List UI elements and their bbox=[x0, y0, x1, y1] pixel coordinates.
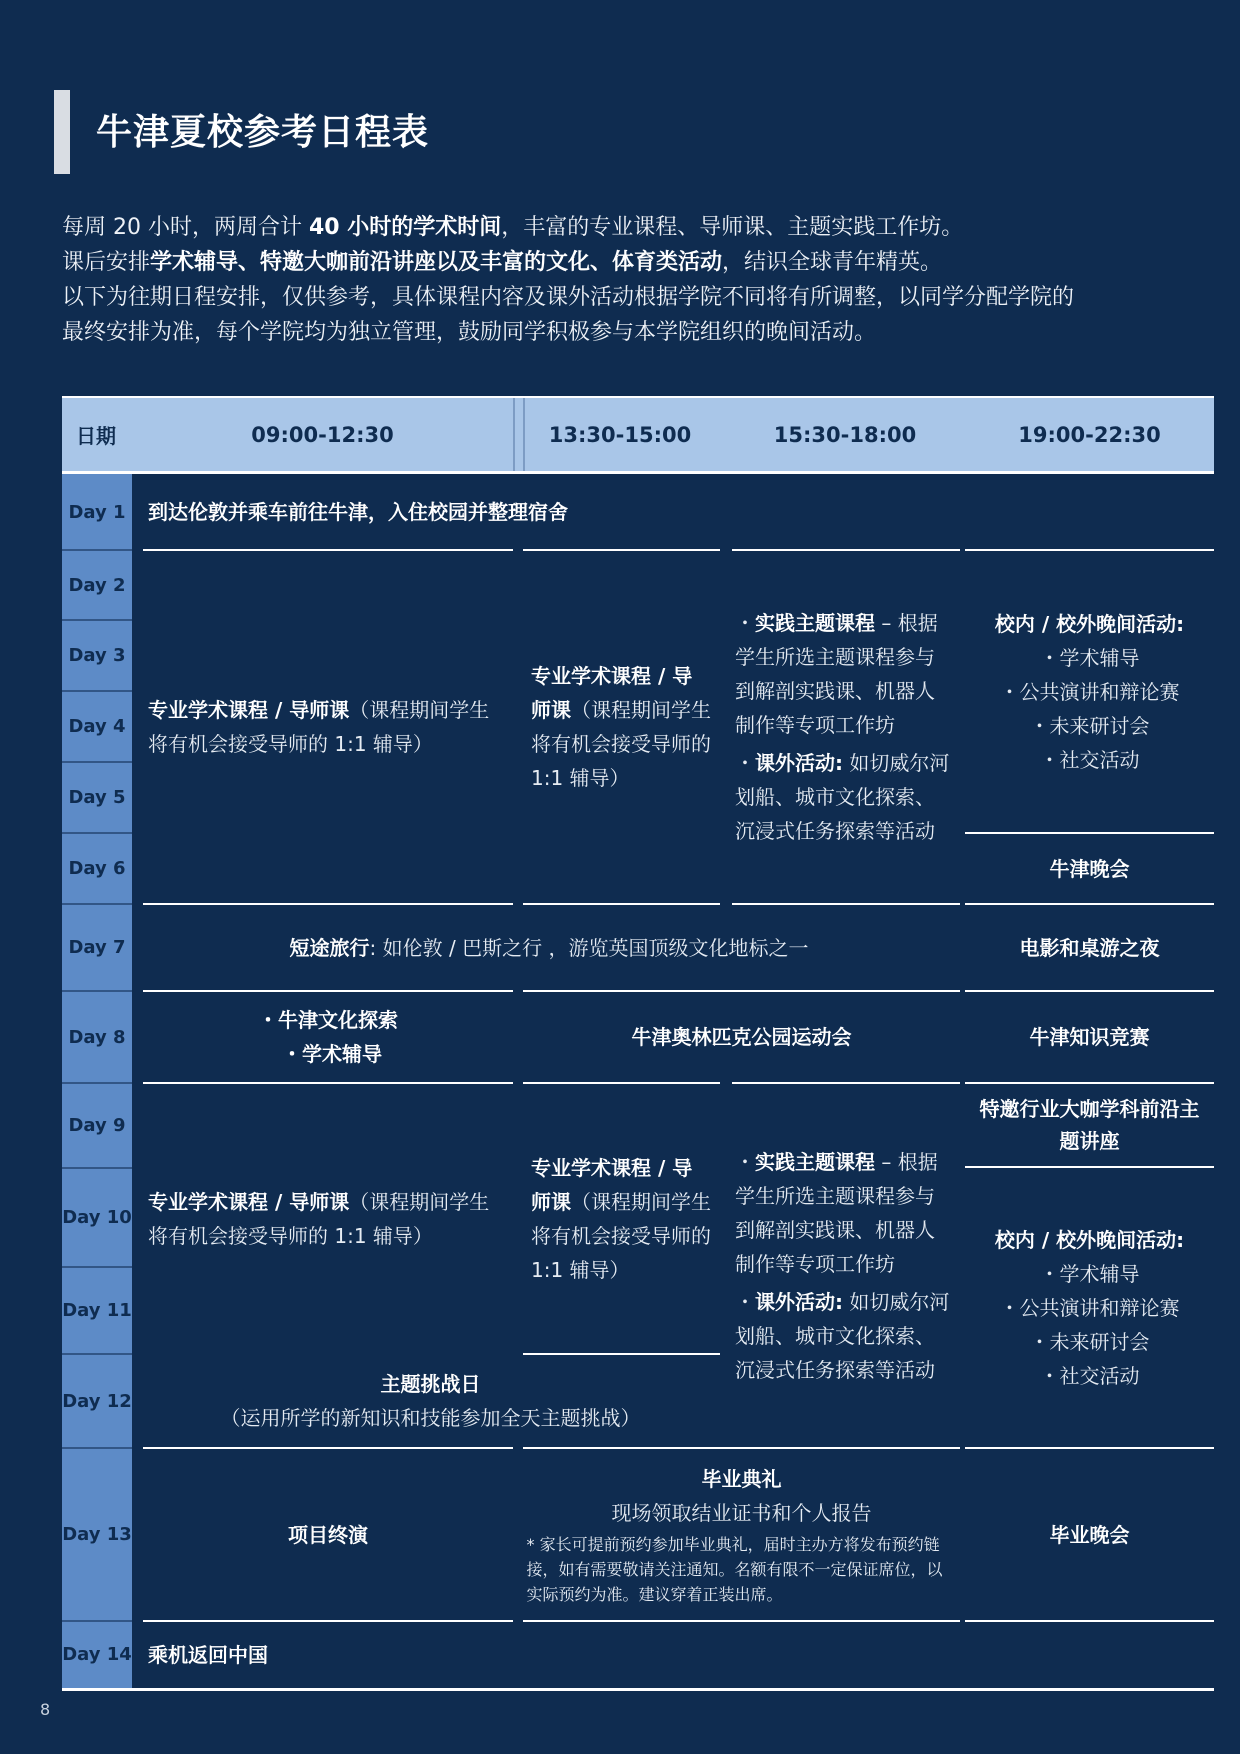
title-accent-bar bbox=[54, 90, 70, 174]
day-label: Day 3 bbox=[68, 645, 126, 666]
day8-afternoon: 牛津奥林匹克公园运动会 bbox=[631, 1025, 852, 1049]
challenge-day: 主题挑战日 （运用所学的新知识和技能参加全天主题挑战） bbox=[220, 1372, 641, 1430]
day-label: Day 13 bbox=[62, 1524, 132, 1545]
header-divider bbox=[523, 396, 525, 473]
final-performance: 项目终演 bbox=[288, 1522, 368, 1547]
day7-trip: 短途旅行: 如伦敦 / 巴斯之行 ，游览英国顶级文化地标之一 bbox=[289, 935, 809, 960]
day-label: Day 6 bbox=[68, 858, 126, 879]
header-top-rule bbox=[62, 396, 1214, 398]
graduation-ceremony: 毕业典礼 现场领取结业证书和个人报告 * 家长可提前预约参加毕业典礼，届时主办方将发布预约链接，如有需要敬请关注通知。名额有限不一定保证席位，以实际预约为准。建议穿着正装出席。 bbox=[526, 1467, 943, 1604]
day-label: Day 8 bbox=[68, 1026, 126, 1048]
header-early-afternoon: 13:30-15:00 bbox=[515, 396, 725, 473]
header-morning: 09:00-12:30 bbox=[132, 396, 513, 473]
intro-line-3: 以下为往期日程安排，仅供参考，具体课程内容及课外活动根据学院不同将有所调整，以同学分配学院的 bbox=[62, 285, 1075, 310]
day-label: Day 9 bbox=[68, 1115, 126, 1136]
practice-block-week2: ・实践主题课程 – 根据学生所选主题课程参与到解剖实践课、机器人制作等专项工作坊 ・课外活动: 如切威尔河划船、城市文化探索、沉浸式任务探索等活动 bbox=[735, 1149, 950, 1382]
page-number: 8 bbox=[40, 1700, 51, 1719]
academic-block-week1: 专业学术课程 / 导师课（课程期间学生将有机会接受导师的 1:1 辅导） bbox=[148, 698, 490, 756]
day8-evening: 牛津知识竞赛 bbox=[1029, 1025, 1150, 1049]
day-label: Day 5 bbox=[68, 787, 126, 808]
day14-content: 乘机返回中国 bbox=[148, 1643, 268, 1667]
evening-activities-week1: 校内 / 校外晚间活动: ・学术辅导 ・公共演讲和辩论赛 ・未来研讨会 ・社交活动 bbox=[994, 611, 1185, 772]
intro-text bbox=[62, 210, 1222, 350]
table-bottom-rule bbox=[62, 1688, 1214, 1691]
day-label: Day 10 bbox=[62, 1207, 132, 1228]
day-label: Day 11 bbox=[62, 1300, 132, 1321]
day-label: Day 4 bbox=[68, 716, 126, 737]
oxford-gala: 牛津晚会 bbox=[1049, 856, 1130, 881]
day1-content: 到达伦敦并乘车前往牛津，入住校园并整理宿舍 bbox=[148, 500, 568, 524]
day-label: Day 2 bbox=[68, 574, 126, 596]
day-label: Day 1 bbox=[68, 501, 126, 523]
academic-block-week2: 专业学术课程 / 导师课（课程期间学生将有机会接受导师的 1:1 辅导） bbox=[148, 1190, 490, 1248]
intro-line-4: 最终安排为准，每个学院均为独立管理，鼓励同学积极参与本学院组织的晚间活动。 bbox=[62, 320, 877, 345]
mentor-block-week1: 专业学术课程 / 导 师课（课程期间学生将有机会接受导师的 1:1 辅导） bbox=[531, 664, 711, 790]
evening-activities-week2: 校内 / 校外晚间活动: ・学术辅导 ・公共演讲和辩论赛 ・未来研讨会 ・社交活动 bbox=[994, 1227, 1185, 1388]
day9-evening-lecture: 特邀行业大咖学科前沿主题讲座 bbox=[979, 1097, 1200, 1153]
header-evening: 19:00-22:30 bbox=[965, 396, 1214, 473]
graduation-gala: 毕业晚会 bbox=[1049, 1522, 1130, 1547]
day8-morning: ・牛津文化探索 ・学术辅导 bbox=[258, 1008, 398, 1066]
intro-line-2: 课后安排学术辅导、特邀大咖前沿讲座以及丰富的文化、体育类活动，结识全球青年精英。 bbox=[62, 250, 943, 275]
page-title: 牛津夏校参考日程表 bbox=[96, 112, 430, 153]
day-label: Day 12 bbox=[62, 1390, 132, 1412]
row-rule bbox=[965, 1620, 1214, 1622]
day-label: Day 7 bbox=[68, 937, 126, 958]
header-date: 日期 bbox=[62, 396, 132, 473]
header-late-afternoon: 15:30-18:00 bbox=[725, 396, 965, 473]
header-divider bbox=[513, 396, 515, 473]
day7-evening: 电影和桌游之夜 bbox=[1019, 935, 1160, 960]
day-label: Day 14 bbox=[62, 1644, 132, 1665]
intro-line-1: 每周 20 小时，两周合计 40 小时的学术时间，丰富的专业课程、导师课、主题实践工作坊。 bbox=[62, 215, 964, 240]
practice-block-week1: ・实践主题课程 – 根据学生所选主题课程参与到解剖实践课、机器人制作等专项工作坊 ・课外活动: 如切威尔河划船、城市文化探索、沉浸式任务探索等活动 bbox=[735, 611, 950, 843]
mentor-block-week2: 专业学术课程 / 导 师课（课程期间学生将有机会接受导师的 1:1 辅导） bbox=[531, 1155, 711, 1282]
